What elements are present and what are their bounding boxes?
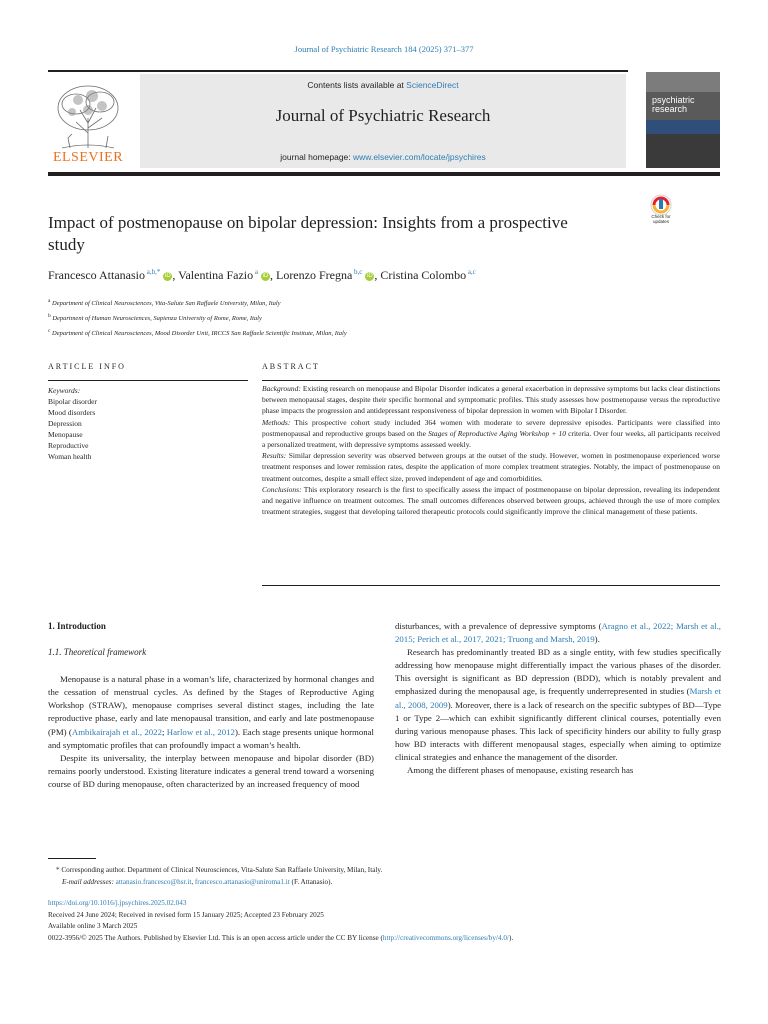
article-title: Impact of postmenopause on bipolar depression: Insights from a prospective study (48, 213, 568, 254)
paragraph-5: Among the different phases of menopause, existing research has (407, 765, 634, 776)
author-list: Francesco Attanasio $^{a,b,*}$ iD , Valentina Fazio $^a$ iD , Lorenzo Fregna $^{b,c}$ iD , Cristina Colombo $^{a,c}$ (48, 268, 476, 282)
p4-text-b: ). Moreover, there is a lack of research on the specific subtypes of BD—Type 1 or Type 2—which can exhibit significantly different clinical courses, potentially even during various menopause phases. This lack of specificity hinders our ability to fully grasp how BD interacts with different menopausal stages, especially when aiming to optimize clinical strategies and enhance the management of the disorder. (395, 699, 721, 762)
license-line (48, 933, 728, 945)
body-column-left (48, 620, 374, 791)
abstract-body (262, 383, 720, 517)
author-name[interactable]: Lorenzo Fregna (275, 268, 353, 282)
affiliation-text: Department of Clinical Neurosciences, Mood Disorder Unit, IRCCS San Raffaele Scientific Institute, Milan, Italy (50, 330, 347, 338)
homepage-prefix: journal homepage: (280, 152, 354, 162)
ref-harlow[interactable]: Harlow et al., 2012 (166, 726, 235, 737)
ref-group-1[interactable]: Aragno et al., 2022; Marsh et al., 2015; Perich et al., 2017, 2021; Truong and Marsh, 2019 (395, 621, 721, 645)
methods-text-a: This prospective cohort study included 364 women with moderate to severe depressive episodes. Participants were classified into postmenopausal and reproductive groups based on the (262, 417, 720, 438)
author-affiliation-marker[interactable]: a,c (466, 268, 476, 276)
affiliations (48, 295, 728, 340)
section-heading: 1. Introduction (48, 621, 106, 631)
received-dates: Received 24 June 2024; Received in revised form 15 January 2025; Accepted 23 February 2025 (48, 910, 324, 919)
cover-title-line2: research (652, 104, 688, 114)
publication-info (48, 898, 728, 944)
affiliation-item (48, 295, 728, 310)
cover-top-band (646, 72, 720, 92)
p1-text-a: Menopause is a natural phase in a woman’s life, characterized by hormonal changes and the cessation of menstrual cycles. As defined by the Stages of Reproductive Aging Workshop (STRAW), menopause comprises several distinct stages, including the late reproductive phase, early and late menopausal transition, and early and late postmenopause (PM) ( (48, 674, 374, 737)
available-online: Available online 3 March 2025 (48, 922, 138, 930)
p1-sep: ; (161, 726, 167, 737)
cover-image-band (646, 120, 720, 134)
keyword-item: Depression (48, 419, 82, 428)
corresponding-author-note: * Corresponding author. Department of Clinical Neurosciences, Vita-Salute San Raffaele University, Milan, Italy. (56, 866, 383, 874)
footnote-rule (48, 858, 96, 859)
homepage-line (140, 152, 626, 162)
p3-text-a: disturbances, with a prevalence of depressive symptoms ( (395, 621, 602, 631)
license-text-b: ). (508, 933, 514, 942)
keyword-item: Woman health (48, 452, 92, 461)
results-text: Similar depression severity was observed between groups at the outset of the study. However, women in postmenopause experienced worse treatment responses and lower remission rates, despite the application of more complex treatment strategies. Notably, the impact of postmenopause on treatment outcomes, despite a small effect size, proved independent of age and comorbidities. (262, 451, 720, 483)
author-name[interactable]: Valentina Fazio (178, 268, 254, 282)
affiliation-marker: a (48, 298, 51, 304)
abstract-heading: ABSTRACT (262, 362, 320, 371)
author-name[interactable]: Francesco Attanasio (48, 268, 145, 282)
journal-title: Journal of Psychiatric Research (275, 106, 491, 125)
abstract-methods (262, 417, 720, 451)
p4-text-a: Research has predominantly treated BD as a single entity, with few studies specifically addressing how menopause might differentially impact the various phases of the disorder. This oversight is significant as BD depression (BDD), which is notably prevalent and emphasized during the menopausal age, is frequently underrepresented in studies ( (395, 647, 721, 697)
homepage-link[interactable]: www.elsevier.com/locate/jpsychires (353, 152, 486, 162)
methods-text-b: criteria. Over four weeks, all participants received a personalized treatment, with depressive symptoms assessed weekly. (262, 428, 720, 450)
ref-ambikairajah[interactable]: Ambikairajah et al., 2022 (71, 726, 162, 737)
paragraph-2: Despite its universality, the interplay between menopause and bipolar disorder (BD) remains poorly understood. Existing literature indicates a general trend toward a worsening course of BD during menopause, often characterized by an increased frequency of mood (48, 752, 374, 789)
affiliation-text: Department of Human Neurosciences, Sapienza University of Rome, Rome, Italy (50, 315, 262, 323)
paragraph-1 (48, 673, 374, 752)
keyword-item: Menopause (48, 430, 83, 439)
conclusions-text: This exploratory research is the first to specifically assess the impact of postmenopause on bipolar depression, revealing its independent and negative influence on treatment outcomes. The small outcomes differences observed between groups, achieved through the use of more complex treatment strategies, suggest that developing tailored therapeutic protocols could significantly improve the clinical management of these patients. (262, 484, 720, 517)
affiliation-text: Department of Clinical Neurosciences, Vita-Salute San Raffaele University, Milan, Italy (50, 300, 281, 308)
header-rule-bottom (48, 172, 720, 176)
body-column-right (395, 620, 721, 777)
background-text: Existing research on menopause and Bipolar Disorder indicates a general exacerbation in depressive symptoms but lacks clear distinctions between menopausal stages, despite their specific hormonal and symptomatic profiles. This study assesses how postmenopause versus the reproductive phase impacts the progression and antidepressant responsiveness of bipolar depression in women with Bipolar I Disorder. (262, 384, 720, 416)
email-sep: , (191, 878, 195, 886)
abstract-bottom-rule (262, 585, 720, 586)
check-for-updates-label[interactable]: Check for updates (651, 214, 671, 224)
footnotes (48, 864, 728, 888)
article-info-rule (48, 380, 248, 381)
author-affiliation-marker[interactable]: b,c (352, 268, 363, 276)
cover-title (652, 96, 695, 114)
conclusions-label: Conclusions: (262, 484, 302, 494)
author-affiliation-marker[interactable]: a (253, 268, 258, 276)
journal-citation[interactable]: Journal of Psychiatric Research 184 (2025) 371–377 (294, 44, 474, 54)
methods-label: Methods: (262, 417, 291, 427)
author-affiliation-marker[interactable]: a,b,* (144, 268, 161, 276)
affiliation-marker: c (48, 328, 51, 335)
ref-marsh[interactable]: Marsh et al., 2008, 2009 (395, 686, 721, 710)
contents-prefix: Contents lists available at (307, 80, 407, 90)
email-label: E-mail addresses: (62, 878, 116, 886)
p1-text-b: ). Each stage presents unique hormonal and symptomatic profiles that can profoundly impact a woman’s health. (48, 726, 375, 750)
email-link-2[interactable]: francesco.attanasio@uniroma1.it (194, 878, 290, 886)
orcid-icon[interactable]: iD (367, 272, 373, 279)
background-label: Background: (262, 384, 301, 393)
contents-line (140, 80, 626, 90)
journal-cover-thumbnail[interactable] (646, 72, 720, 168)
keywords-label: Keywords: (48, 386, 81, 395)
email-link-1[interactable]: attanasio.francesco@hsr.it (115, 878, 192, 886)
keyword-item: Reproductive (48, 441, 89, 450)
results-label: Results: (262, 451, 287, 461)
license-text-a: 0022-3956/© 2025 The Authors. Published by Elsevier Ltd. This is an open access article under the CC BY license ( (48, 933, 383, 942)
methods-italic: Stages of Reproductive Aging Workshop + 10 (428, 428, 567, 438)
p3-text-b: ). (594, 634, 600, 645)
affiliation-item (48, 310, 728, 325)
paragraph-3 (395, 620, 721, 646)
abstract-rule (262, 380, 720, 381)
paragraph-4 (395, 646, 721, 764)
keyword-item: Bipolar disorder (48, 397, 97, 406)
orcid-icon[interactable]: iD (262, 272, 269, 279)
elsevier-wordmark: ELSEVIER (52, 150, 124, 165)
keywords-block (48, 385, 248, 462)
article-info-heading: ARTICLE INFO (48, 362, 126, 371)
keyword-item: Mood disorders (48, 408, 96, 417)
cover-bottom-band (646, 134, 720, 168)
subsection-heading: 1.1. Theoretical framework (48, 647, 147, 658)
orcid-icon[interactable]: iD (165, 272, 171, 279)
abstract-results (262, 450, 720, 484)
author-name[interactable]: Cristina Colombo (380, 268, 467, 282)
sciencedirect-link[interactable]: ScienceDirect (406, 80, 459, 90)
affiliation-marker: b (48, 313, 51, 320)
keywords-list (48, 396, 248, 462)
header-rule-top (48, 70, 628, 72)
license-link[interactable]: http://creativecommons.org/licenses/by/4.0/ (382, 933, 509, 942)
abstract-background (262, 383, 720, 417)
email-note (48, 876, 728, 888)
doi-link[interactable]: https://doi.org/10.1016/j.jpsychires.2025.02.043 (48, 899, 187, 907)
abstract-conclusions (262, 484, 720, 518)
affiliation-item (48, 325, 728, 340)
cover-title-line1: psychiatric (652, 95, 695, 105)
email-suffix: (F. Attanasio). (289, 878, 333, 886)
